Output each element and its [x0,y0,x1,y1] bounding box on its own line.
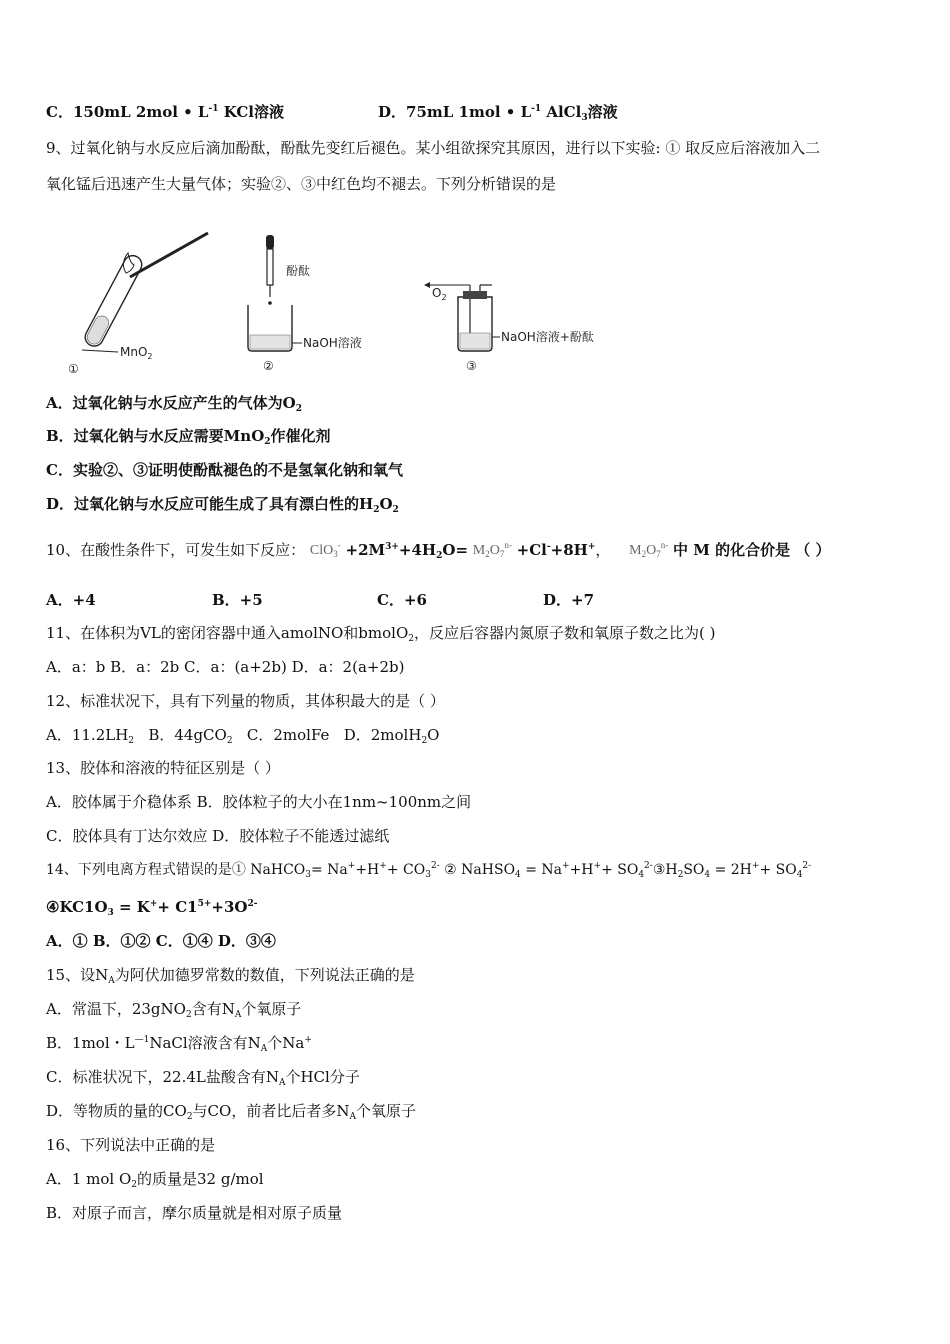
m2o7-formula: $M_2O_7^{n-}$ [472,540,512,559]
q9-stem-line2: 氧化锰后迅速产生大量气体；实验②、③中红色均不褪去。下列分析错误的是 [46,175,557,193]
q16-stem: 16、下列说法中正确的是 [46,1136,216,1154]
q13-options-ab: A．胶体属于介稳体系 B．胶体粒子的大小在1nm~100nm之间 [46,793,472,811]
q9-option-d: D．过氧化钠与水反应可能生成了具有漂白性的$H_2O_2$ [46,495,399,515]
o2-label: $O_2$ [432,286,447,302]
q15-option-b: B．1mol・$L^{—1}NaCl$溶液含有$N_A$个Na+ [46,1034,312,1054]
q9-option-c: C．实验②、③证明使酚酞褪色的不是氢氧化钠和氧气 [46,461,403,479]
q14-stem: 14、下列电离方程式错误的是① NaHCO$_3$= $Na^++H^++ CO_3^{2-}$ ② NaHSO$_4$ = $Na^++H^++ SO_4^{2-}③H_2SO_4 = 2H^++ SO_4^{2-}$ [46,861,812,880]
test-tube-apparatus [68,233,208,375]
q9-stem-line1: 9、过氧化钠与水反应后滴加酚酞，酚酞先变红后褪色。某小组欲探究其原因，进行以下实验: ① 取反应后溶液加入二 [46,139,821,157]
chlorate-ion-formula: ClO$_3$- [309,540,341,559]
dropper-beaker-apparatus [248,235,362,373]
q11-options: A．a：b B．a：2b C．a：(a+2b) D．a：2(a+2b) [46,658,405,676]
q9-option-b: B．过氧化钠与水反应需要MnO$_2$作催化剂 [46,427,331,447]
q10-option-b: B．+5 [212,591,263,609]
q9-option-a: A．过氧化钠与水反应产生的气体为$O_2$ [46,394,302,414]
gas-bottle-apparatus [424,282,594,373]
q14-equation-4: $④KC1O_3 = K^++ C1^{5+}+3O^{2-}$ [46,898,258,918]
q16-option-a: A．1 mol $O_2$的质量是32 g/mol [46,1170,264,1190]
q8-option-c: C．150mL 2mol • $L^{-1}$ KCl溶液 [46,103,284,121]
q15-option-c: C．标准状况下，22.4L盐酸含有$N_A$个HCl分子 [46,1068,360,1088]
q10-option-d: D．+7 [543,591,595,609]
mno2-label: MnO$_2$ [120,345,153,361]
q15-stem: 15、设$N_A$为阿伏加德罗常数的数值，下列说法正确的是 [46,966,415,986]
exp2-label: ② [263,359,274,373]
q14-options: A．① B．①② C．①④ D．③④ [46,932,276,950]
q15-option-d: D．等物质的量的$CO_2$与CO，前者比后者多$N_A$个氧原子 [46,1102,416,1122]
naoh-solution-label: NaOH溶液 [303,336,362,350]
q12-stem: 12、标准状况下，具有下列量的物质，其体积最大的是（ ） [46,692,445,710]
q11-stem: 11、在体积为VL的密闭容器中通入amolNO和bmolO$_2$，反应后容器内氮原子数和氧原子数之比为( ) [46,624,716,644]
m2o7-formula-2: $M_2O_7^{n-}$ [629,540,669,559]
q10-option-a: A．+4 [46,591,96,609]
q8-option-d: D．75mL 1mol • $L^{-1}$ AlCl$_3$溶液 [378,103,618,123]
q9-experiment-figure [60,225,660,375]
q13-options-cd: C．胶体具有丁达尔效应 D．胶体粒子不能透过滤纸 [46,827,390,845]
q13-stem: 13、胶体和溶液的特征区别是（ ） [46,759,280,777]
exp3-label: ③ [466,359,477,373]
naoh-phenol-label: NaOH溶液+酚酞 [501,330,594,344]
q15-option-a: A．常温下，23gNO$_2$含有$N_A$个氧原子 [46,1000,302,1020]
q10-option-c: C．+6 [377,591,427,609]
phenolphthalein-label: 酚酞 [286,264,311,278]
q16-option-b: B．对原子而言，摩尔质量就是相对原子质量 [46,1204,343,1222]
q10-stem: 10、在酸性条件下，可发生如下反应： $ClO_3^- +2M^{3+}+4H_2O= M_2O_7^{n-} +Cl^-+8H^+$， $M_2O_7^{n-}$ 中 M 的化合价是 （ ） [46,540,831,561]
exp1-label: ① [68,362,79,375]
q12-options: A．$11.2LH_2$ B．44gCO$_2$ C．2molFe D．2molH$_2$O [46,726,440,746]
experiment-diagram [60,225,660,375]
